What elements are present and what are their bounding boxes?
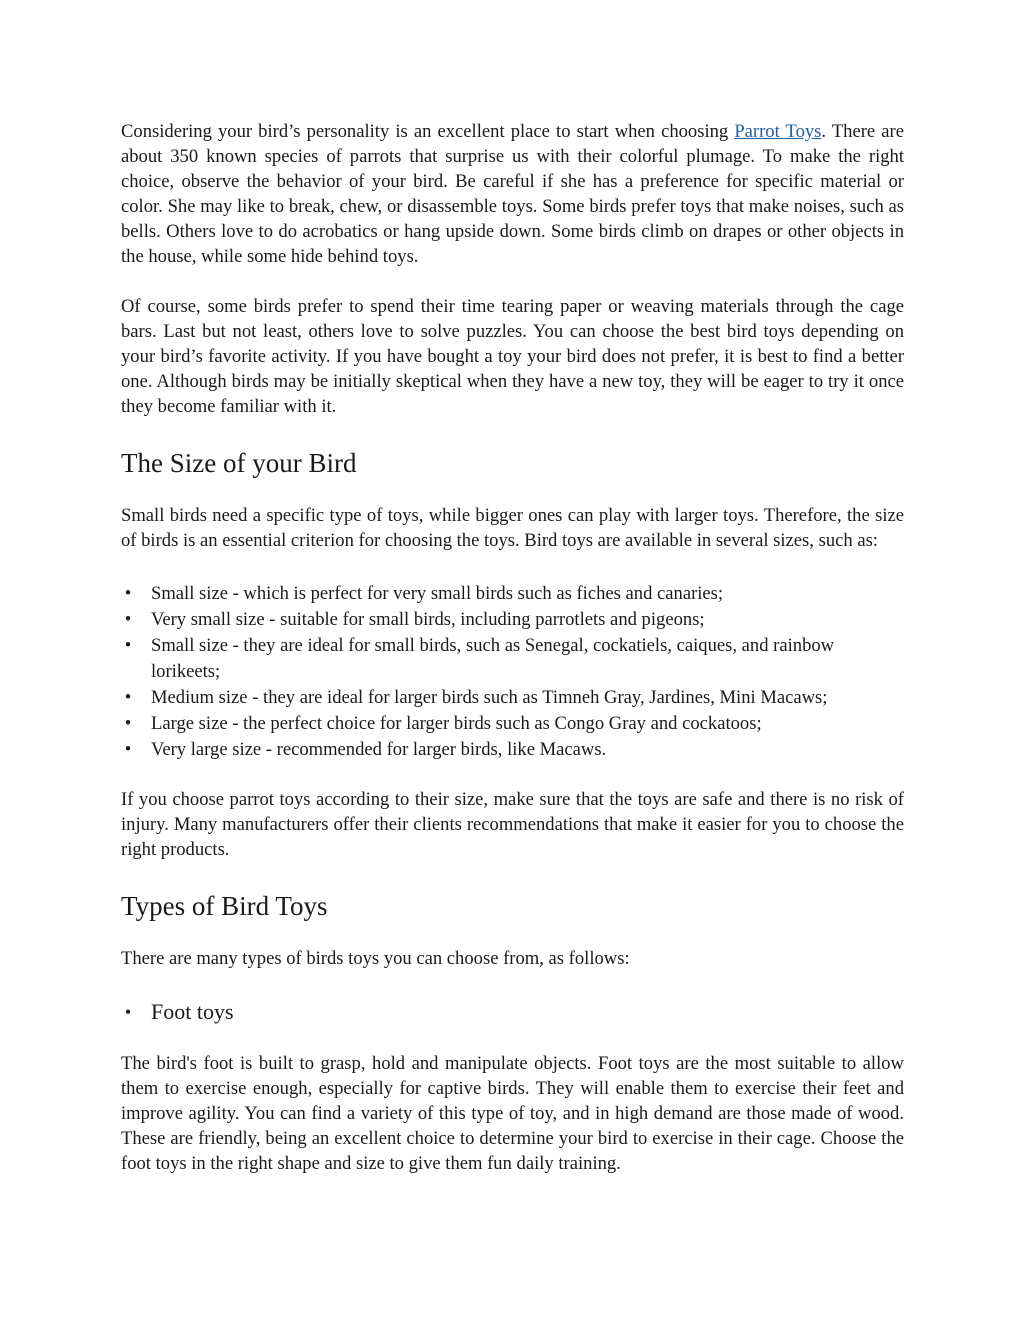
list-item [121,633,904,685]
list-item-text: Small size - they are ideal for small birds, such as Senegal, cockatiels, caiques, and rainbow lorikeets; [151,635,835,682]
size-paragraph-1: Small birds need a specific type of toys, while bigger ones can play with larger toys. Therefore, the size of birds is an essential criterion for choosing the toys. Bird toys are available in several sizes, such as: [121,505,904,551]
size-paragraph-2: If you choose parrot toys according to their size, make sure that the toys are safe and there is no risk of injury. Many manufacturers offer their clients recommendations that make it easier for you to choose the right products. [121,789,904,860]
types-paragraph-2: The bird's foot is built to grasp, hold and manipulate objects. Foot toys are the most suitable to allow them to exercise enough, especially for captive birds. They will enable them to exercise their feet and improve agility. You can find a variety of this type of toy, and in high demand are those made of wood. These are friendly, being an excellent choice to determine your bird to exercise in their cage. Choose the foot toys in the right shape and size to give them fun daily training. [121,1053,904,1174]
list-item-text: Very large size - recommended for larger birds, like Macaws. [151,739,607,760]
types-section-heading: Types of Bird Toys [121,891,328,921]
size-list [121,581,904,763]
parrot-toys-link[interactable]: Parrot Toys [734,121,822,142]
list-item [121,581,904,607]
list-item-text: Large size - the perfect choice for larger birds such as Congo Gray and cockatoos; [151,713,762,734]
bullet-icon: • [124,583,132,604]
list-item [121,737,904,763]
intro-paragraph-1 [121,119,904,269]
size-section-heading: The Size of your Bird [121,448,357,478]
list-item-text: Medium size - they are ideal for larger birds such as Timneh Gray, Jardines, Mini Macaws; [151,687,828,708]
bullet-icon: • [124,687,132,708]
list-item [121,607,904,633]
foot-toys-label: Foot toys [151,999,234,1024]
list-item [121,711,904,737]
intro-text-after-link: . There are about 350 known species of parrots that surprise us with their colorful plumage. To make the right choice, observe the behavior of your bird. Be careful if she has a preference for specific material or color. She may like to break, chew, or disassemble toys. Some birds prefer toys that make noises, such as bells. Others love to do acrobatics or hang upside down. Some birds climb on drapes or other objects in the house, while some hide behind toys. [121,121,904,267]
types-paragraph-1: There are many types of birds toys you can choose from, as follows: [121,948,630,969]
list-item-text: Very small size - suitable for small birds, including parrotlets and pigeons; [151,609,705,630]
bullet-icon: • [124,713,132,734]
bullet-icon: • [124,739,132,760]
foot-toys-subheading [121,997,904,1027]
document-page [121,119,904,1176]
bullet-icon: • [124,635,132,656]
intro-text-before-link: Considering your bird’s personality is an excellent place to start when choosing [121,121,735,142]
list-item-text: Small size - which is perfect for very small birds such as fiches and canaries; [151,583,724,604]
intro-paragraph-2: Of course, some birds prefer to spend their time tearing paper or weaving materials through the cage bars. Last but not least, others love to solve puzzles. You can choose the best bird toys depending on your bird’s favorite activity. If you have bought a toy your bird does not prefer, it is best to find a better one. Although birds may be initially skeptical when they have a new toy, they will be eager to try it once they become familiar with it. [121,296,904,417]
list-item [121,685,904,711]
bullet-icon: • [124,609,132,630]
bullet-icon: • [124,1002,132,1022]
